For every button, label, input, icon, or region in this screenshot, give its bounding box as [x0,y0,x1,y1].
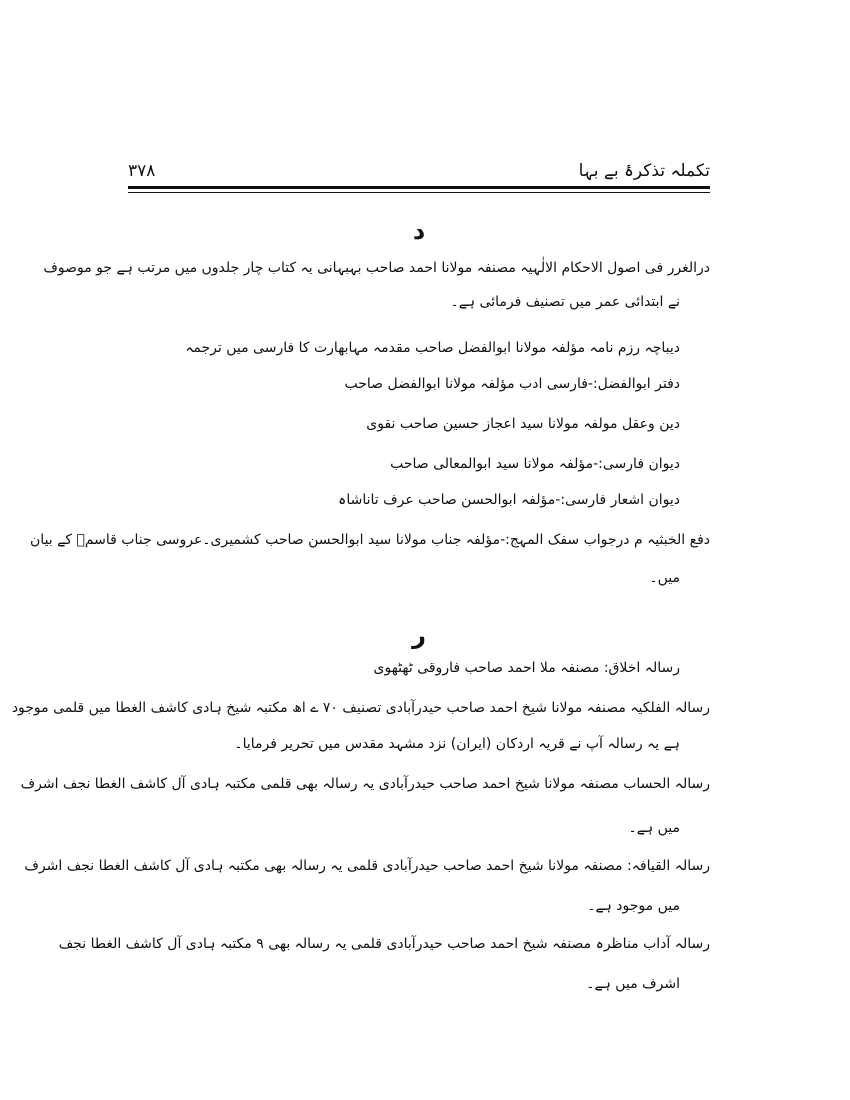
section-heading-ra: ر [412,621,426,649]
header-rule-thin [128,192,710,193]
entry-line: رسالہ الفلکیہ مصنفہ مولانا شیخ احمد صاحب حیدرآبادی تصنیف ۷۰ ے اھ مکتبہ شیخ ہادی کاشف الغطا میں قلمی موجود [11,700,710,716]
entry-line: دیوان فارسی:-مؤلفہ مولانا سید ابوالمعالی صاحب [390,456,680,472]
entry-line: درالغرر فی اصول الاحکام الالٰہیہ مصنفہ مولانا احمد صاحب بہبہانی یہ کتاب چار جلدوں میں مرتب ہے جو موصوف [43,260,710,276]
entry-continuation: اشرف میں ہے۔ [586,976,680,992]
entry-continuation: میں۔ [649,570,680,586]
header-rule-thick [128,186,710,189]
section-heading-dal: د [412,217,426,245]
entry-continuation: میں موجود ہے۔ [587,898,680,914]
page-number: ۳۷۸ [128,161,156,181]
entry-continuation: نے ابتدائی عمر میں تصنیف فرمائی ہے۔ [450,294,680,310]
entry-line: دیوان اشعار فارسی:-مؤلفہ ابوالحسن صاحب عرف تاناشاہ [338,492,680,508]
page-header [128,160,710,182]
entry-line: رسالہ اخلاق: مصنفہ ملا احمد صاحب فاروقی ٹھٹھوی [373,660,680,676]
entry-line: دیباچہ رزم نامہ مؤلفہ مولانا ابوالفضل صاحب مقدمہ مہابھارت کا فارسی میں ترجمہ [185,340,680,356]
entry-line: رسالہ القیافہ: مصنفہ مولانا شیخ احمد صاحب حیدرآبادی قلمی یہ رسالہ بھی مکتبہ ہادی آل کاشف الغطا نجف اشرف [24,858,710,874]
entry-line: دفتر ابوالفضل:-فارسی ادب مؤلفہ مولانا ابوالفضل صاحب [344,376,680,392]
entry-line: رسالہ آداب مناظرہ مصنفہ شیخ احمد صاحب حیدرآبادی قلمی یہ رسالہ بھی ۹ مکتبہ ہادی آل کاشف الغطا نجف [58,936,710,952]
entry-continuation: ہے یہ رسالہ آپ نے قریہ اردکان (ایران) نزد مشہد مقدس میں تحریر فرمایا۔ [234,736,680,752]
running-title: تکملہ تذکرۂ بے بہا [578,161,710,181]
entry-line: رسالہ الحساب مصنفہ مولانا شیخ احمد صاحب حیدرآبادی یہ رسالہ بھی قلمی مکتبہ ہادی آل کاشف الغطا نجف اشرف [20,776,710,792]
entry-line: دین وعقل مولفہ مولانا سید اعجاز حسین صاحب نقوی [366,416,680,432]
entry-line: دفع الخبثیہ م درجواب سفک المہج:-مؤلفہ جناب مولانا سید ابوالحسن صاحب کشمیری۔عروسی جناب قاسمؒ کے بیان [30,532,710,548]
entry-continuation: میں ہے۔ [628,820,680,836]
